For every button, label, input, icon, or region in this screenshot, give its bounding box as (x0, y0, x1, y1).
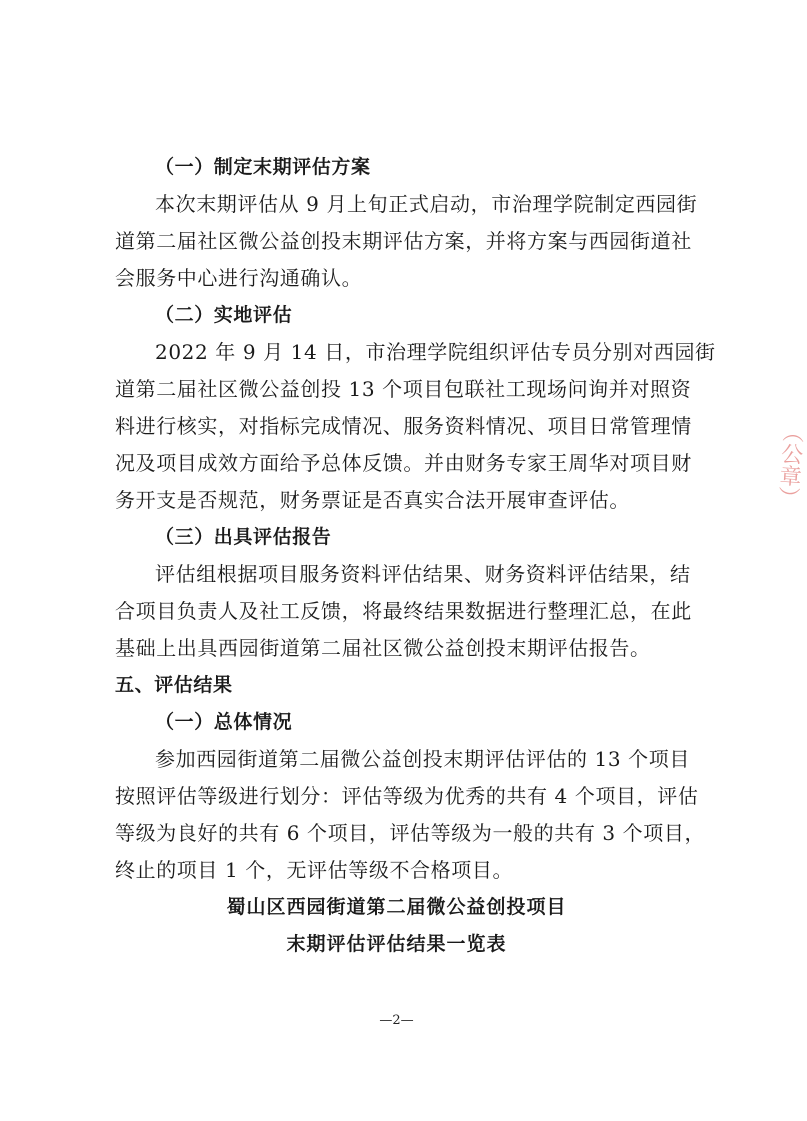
table-title-line2: 末期评估评估结果一览表 (286, 933, 507, 955)
section2-heading: （二）实地评估 (155, 304, 293, 326)
paragraph-line: 评估组根据项目服务资料评估结果、财务资料评估结果，结 (155, 562, 691, 586)
paragraph-line: 按照评估等级进行划分：评估等级为优秀的共有 4 个项目，评估 (115, 784, 699, 808)
paragraph-line: 况及项目成效方面给予总体反馈。并由财务专家王周华对项目财 (115, 451, 692, 475)
stamp-mark: （公章） (773, 419, 805, 510)
section3-heading: （三）出具评估报告 (155, 526, 332, 548)
paragraph-line: 会服务中心进行沟通确认。 (115, 266, 363, 290)
paragraph-line: 合项目负责人及社工反馈，将最终结果数据进行整理汇总，在此 (115, 599, 692, 623)
section1-heading: （一）制定末期评估方案 (155, 156, 371, 178)
paragraph-line: 参加西园街道第二届微公益创投末期评估评估的 13 个项目 (155, 747, 690, 771)
paragraph-line: 道第二届社区微公益创投末期评估方案，并将方案与西园街道社 (115, 229, 692, 253)
table-title-line1: 蜀山区西园街道第二届微公益创投项目 (226, 896, 567, 918)
paragraph-line: 2022 年 9 月 14 日，市治理学院组织评估专员分别对西园街 (155, 340, 716, 364)
paragraph-line: 等级为良好的共有 6 个项目，评估等级为一般的共有 3 个项目， (115, 821, 706, 845)
paragraph-line: 料进行核实，对指标完成情况、服务资料情况、项目日常管理情 (115, 414, 692, 438)
paragraph-line: 道第二届社区微公益创投 13 个项目包联社工现场问询并对照资 (115, 377, 692, 401)
part5-heading: 五、评估结果 (115, 674, 233, 696)
paragraph-line: 务开支是否规范，财务票证是否真实合法开展审查评估。 (115, 488, 630, 512)
page-number: —2— (379, 1013, 414, 1028)
paragraph-line: 基础上出具西园街道第二届社区微公益创投末期评估报告。 (115, 636, 651, 660)
paragraph-line: 终止的项目 1 个，无评估等级不合格项目。 (115, 858, 514, 882)
part5-sub-heading: （一）总体情况 (155, 711, 293, 733)
paragraph-line: 本次末期评估从 9 月上旬正式启动，市治理学院制定西园街 (155, 192, 698, 216)
